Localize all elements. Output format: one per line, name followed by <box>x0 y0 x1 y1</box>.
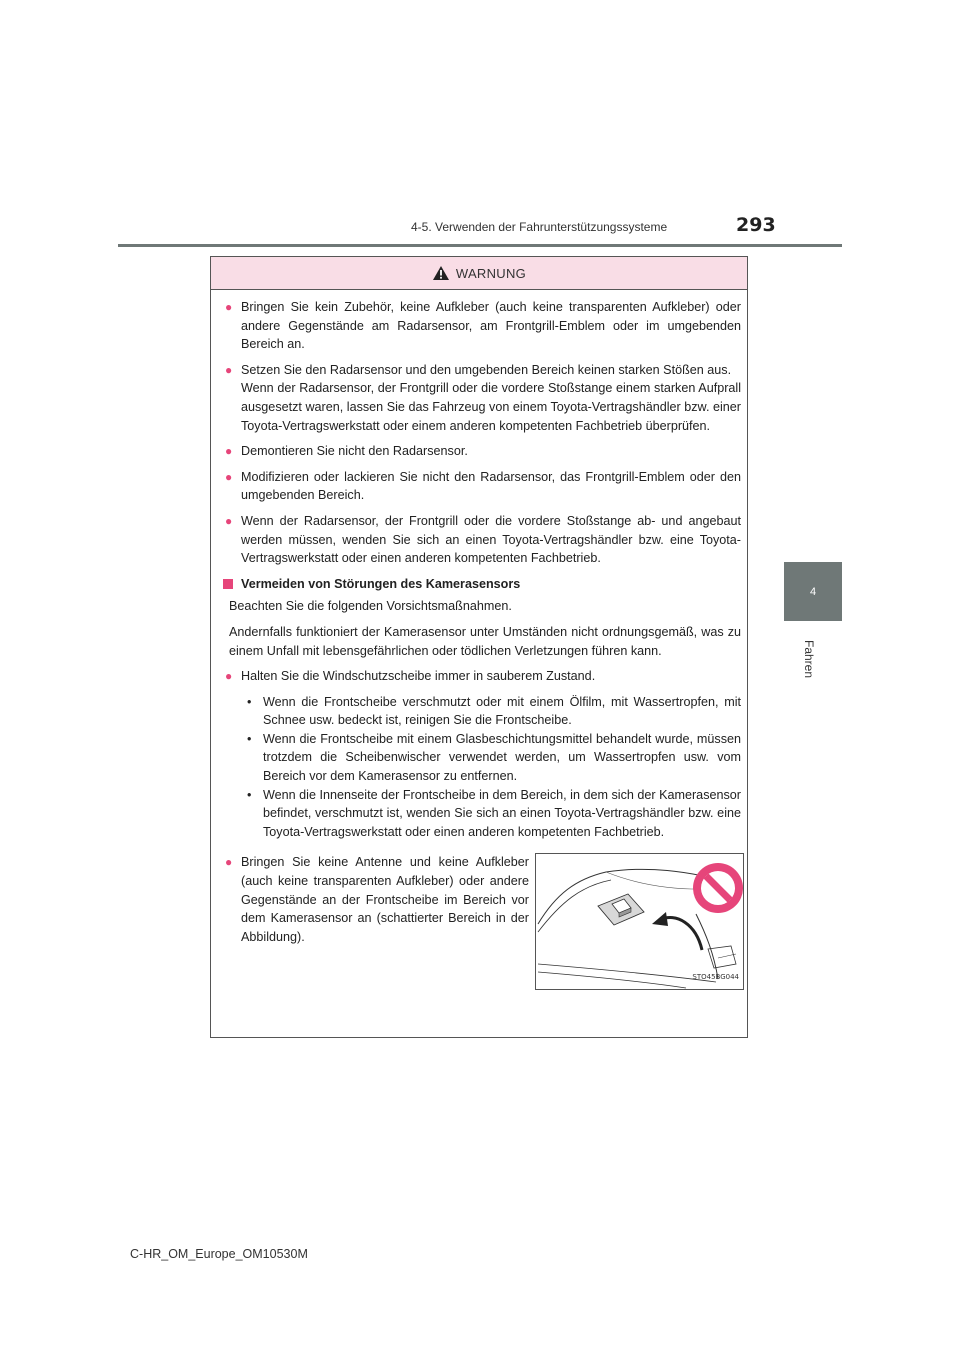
list-item: ● Halten Sie die Windschutzscheibe immer in sauberem Zustand. <box>221 667 741 686</box>
document-id: C-HR_OM_Europe_OM10530M <box>130 1247 308 1261</box>
bullet-dot-icon: ● <box>225 444 233 459</box>
bullet-dot-icon: ● <box>225 669 233 684</box>
bullet-dot-icon: ● <box>225 855 233 870</box>
square-bullet-icon <box>223 579 233 589</box>
warning-box <box>210 256 748 1038</box>
bullet-dot-icon: ● <box>225 300 233 314</box>
warning-triangle-icon <box>432 265 450 281</box>
header-section-title: 4-5. Verwenden der Fahrunterstützungssysteme <box>411 220 668 234</box>
list-item: ● Demontieren Sie nicht den Radarsensor. <box>221 442 741 461</box>
section-paragraph: Beachten Sie die folgenden Vorsichtsmaßnahmen. <box>229 599 512 614</box>
sub-list-item: • Wenn die Innenseite der Frontscheibe in dem Bereich, in dem sich der Kamerasensor befindet, verschmutzt ist, wenden Sie sich an einen Toyota-Vertragshändler bzw. eine Toyota-Vertragswerkstatt oder einen anderen kompetenten Fachbetrieb. <box>247 787 741 839</box>
chapter-tab <box>784 562 842 621</box>
sub-list-item: • Wenn die Frontscheibe mit einem Glasbeschichtungsmittel behandelt wurde, müssen trotzdem die Scheibenwischer verwendet werden, um Wassertropfen usw. vom Bereich vor dem Kamerasensor zu entfernen. <box>247 731 741 784</box>
bullet-continuation: Wenn der Radarsensor, der Frontgrill oder die vordere Stoßstange einem starken Aufprall ausgesetzt waren, lassen Sie das Fahrzeug von einem Toyota-Vertragshändler bzw. einer Toyota-Vertragswerkstatt oder einem anderen kompetenten Fachbetrieb überprüfen. <box>241 381 741 433</box>
figure-code: STO45BG044 <box>692 972 739 981</box>
antenna-block <box>221 853 741 1003</box>
sub-list-item: • Wenn die Frontscheibe verschmutzt oder mit einem Ölfilm, mit Wassertropfen, mit Schnee usw. bedeckt ist, reinigen Sie die Frontscheibe. <box>247 694 741 728</box>
header-divider <box>118 244 842 247</box>
chapter-number: 4 <box>809 585 817 598</box>
bullet-dot-icon: ● <box>225 469 233 484</box>
warning-body <box>211 290 747 1003</box>
list-item: ● Modifizieren oder lackieren Sie nicht den Radarsensor, das Frontgrill-Emblem oder den umgebenden Bereich. <box>225 469 741 503</box>
windshield-figure <box>535 853 744 990</box>
list-item: ● Bringen Sie keine Antenne und keine Aufkleber (auch keine transparenten Aufkleber) oder andere Gegenstände an der Frontscheibe im Bereich vor dem Kamerasensor an (schattierter Bereich in der Abbildung). <box>225 855 529 944</box>
section-paragraph: Andernfalls funktioniert der Kamerasensor unter Umständen nicht ordnungsgemäß, was zu einem Unfall mit lebensgefährlichen oder tödlichen Verletzungen führen kann. <box>229 624 741 658</box>
warning-title: WARNUNG <box>455 265 527 281</box>
bullet-dot-icon: ● <box>225 362 233 377</box>
list-item: ● Bringen Sie kein Zubehör, keine Aufkleber (auch keine transparenten Aufkleber) oder andere Gegenstände am Radarsensor, am Frontgrill-Emblem oder im umgebenden Bereich an. <box>225 300 741 352</box>
chapter-label: Fahren <box>802 640 816 679</box>
bullet-dot-icon: ● <box>225 513 233 528</box>
sub-list <box>221 693 741 842</box>
section-heading: Vermeiden von Störungen des Kamerasensors <box>221 575 741 594</box>
list-item: ● Setzen Sie den Radarsensor und den umgebenden Bereich keinen starken Stößen aus. Wenn der Radarsensor, der Frontgrill oder die vordere Stoßstange einem starken Aufprall ausgesetzt waren, lassen Sie das Fahrzeug von einem Toyota-Vertragshändler bzw. einer Toyota-Vertragswerkstatt oder einem anderen kompetenten Fachbetrieb überprüfen. <box>225 362 741 433</box>
list-item: ● Wenn der Radarsensor, der Frontgrill oder die vordere Stoßstange ab- und angebaut werden müssen, wenden Sie sich an einen Toyota-Vertragshändler bzw. eine Toyota-Vertragswerkstatt oder einen anderen kompetenten Fachbetrieb. <box>225 513 741 566</box>
warning-header <box>211 257 747 290</box>
page-number: 293 <box>736 214 776 236</box>
